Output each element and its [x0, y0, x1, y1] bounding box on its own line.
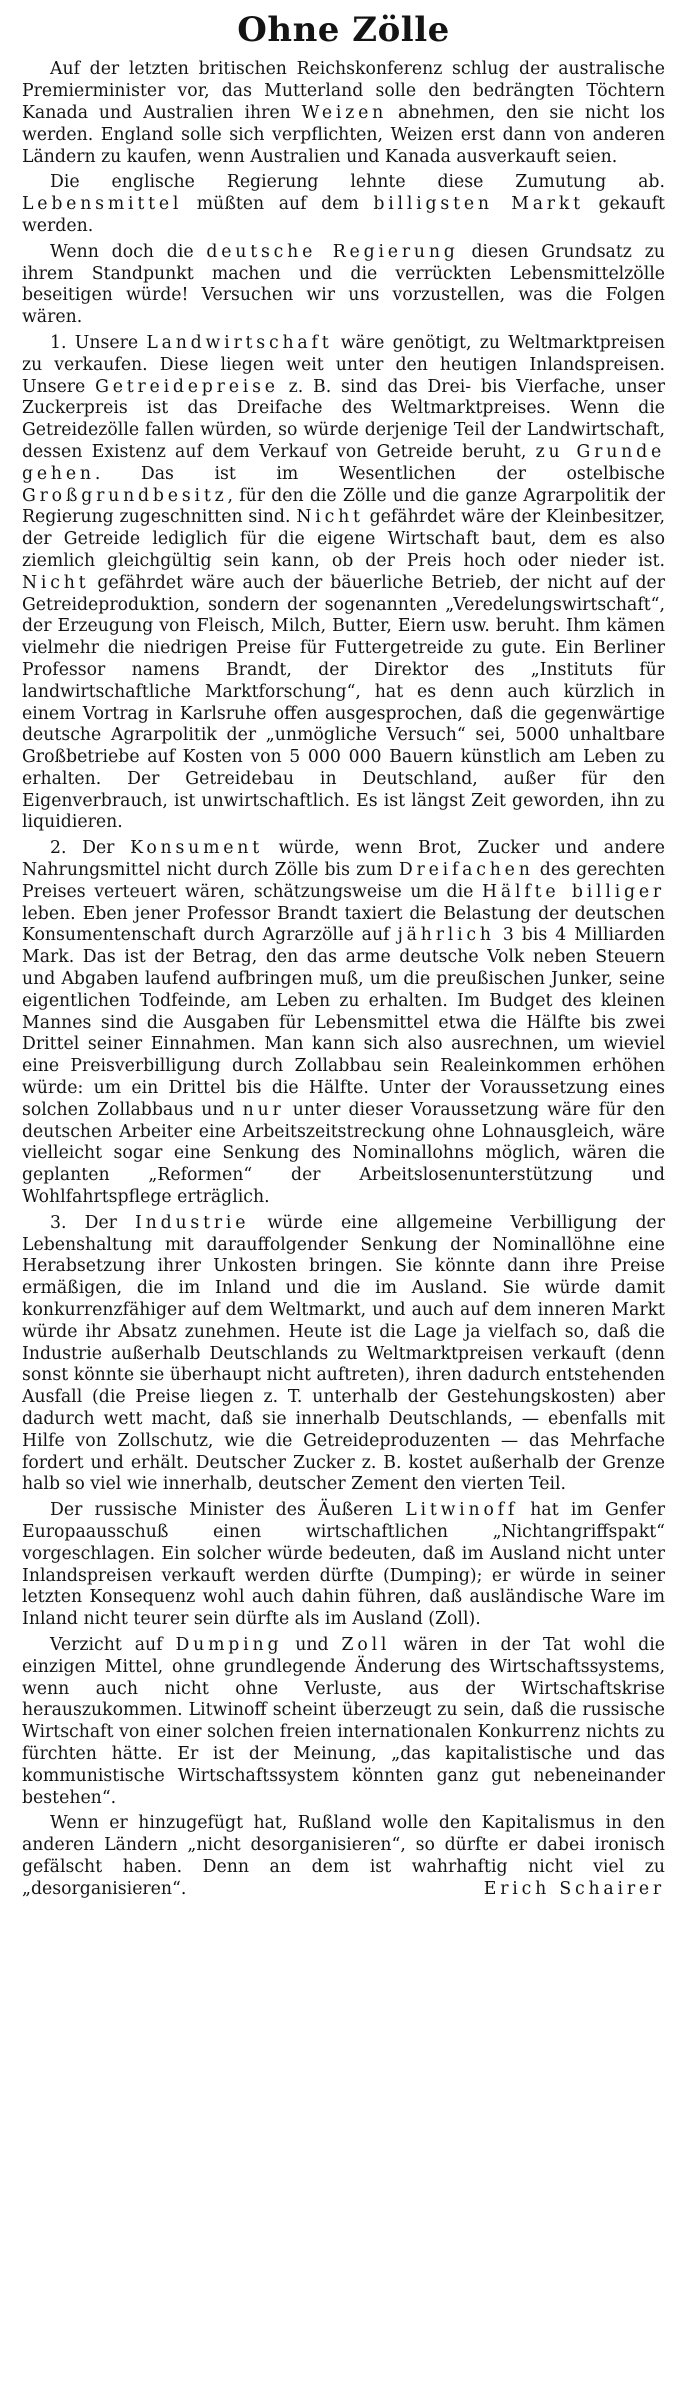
article-author: Erich Schairer	[483, 1878, 665, 1899]
paragraph-industry: 3. Der Industrie würde eine allgemeine Verbilligung der Lebenshaltung mit darauffolgender Senkung der Nominallöhne eine Herabsetzung ihrer Unkosten bringen. Sie könnte dann ihre Preise ermäßigen, die im Inland und die im Ausland. Sie würde damit konkurrenzfähiger auf dem Weltmarkt, und auch auf dem inneren Markt würde ihr Absatz zunehmen. Heute ist die Lage ja vielfach so, daß die Industrie außerhalb Deutschlands zu Weltmarktpreisen verkauft (denn sonst könnte sie überhaupt nicht auftreten), ihren dadurch entstehenden Ausfall (die Preise liegen z. T. unterhalb der Gestehungskosten) aber dadurch wett macht, daß sie innerhalb Deutschlands, — ebenfalls mit Hilfe von Zollschutz, wie die Getreideproduzenten — das Mehrfache fordert und erhält. Deutscher Zucker z. B. kostet außerhalb der Grenze halb so viel wie innerhalb, deutscher Zement den vierten Teil.	[22, 1212, 665, 1495]
paragraph-consumer: 2. Der Konsument würde, wenn Brot, Zucker und andere Nahrungsmittel nicht durch Zölle bis zum Dreifachen des gerechten Preises verteuert wären, schätzungsweise um die Hälfte billiger leben. Eben jener Professor Brandt taxiert die Belastung der deutschen Konsumentenschaft durch Agrarzölle auf jährlich 3 bis 4 Milliarden Mark. Das ist der Betrag, den das arme deutsche Volk neben Steuern und Abgaben laufend aufbringen muß, um die preußischen Junker, seine eigentlichen Todfeinde, am Leben zu erhalten. Im Budget des kleinen Mannes sind die Ausgaben für Lebensmittel etwa die Hälfte bis zwei Drittel seiner Einnahmen. Man kann sich also ausrechnen, um wieviel eine Preisverbilligung durch Zollabbau sein Realeinkommen erhöhen würde: um ein Drittel bis die Hälfte. Unter der Voraussetzung eines solchen Zollabbaus und nur unter dieser Voraussetzung wäre für den deutschen Arbeiter eine Arbeitszeitstreckung ohne Lohnausgleich, wäre vielleicht sogar eine Senkung des Nominallohns möglich, wären die geplanten „Reformen“ der Arbeitslosenunterstützung und Wohlfahrtspflege erträglich.	[22, 838, 665, 1208]
paragraph-closing: Wenn er hinzugefügt hat, Rußland wolle den Kapitalismus in den anderen Ländern „nicht desorganisieren“, so dürfte er dabei ironisch gefälscht haben. Denn an dem ist wahrhaftig nicht viel zu „desorganisieren“. Erich Schairer	[22, 1813, 665, 1899]
paragraph-intro: Auf der letzten britischen Reichskonferenz schlug der australische Premierminister vor, das Mutterland solle den bedrängten Töchtern Kanada und Australien ihren Weizen abnehmen, den sie nicht los werden. England solle sich verpflichten, Weizen erst dann von anderen Ländern zu kaufen, wenn Australien und Kanada ausverkauft seien.	[22, 59, 665, 167]
paragraph-litwinoff: Der russische Minister des Äußeren Litwinoff hat im Genfer Europaausschuß einen wirtschaftlichen „Nichtangriffspakt“ vorgeschlagen. Ein solcher würde bedeuten, daß im Ausland nicht unter Inlandspreisen verkauft werden dürfte (Dumping); er würde in seiner letzten Konsequenz wohl auch dahin führen, daß ausländische Ware im Inland nicht teurer sein dürfte als im Ausland (Zoll).	[22, 1500, 665, 1630]
paragraph-german-government: Wenn doch die deutsche Regierung diesen Grundsatz zu ihrem Standpunkt machen und die verrückten Lebensmittelzölle beseitigen würde! Versuchen wir uns vorzustellen, was die Folgen wären.	[22, 241, 665, 328]
paragraph-dumping: Verzicht auf Dumping und Zoll wären in der Tat wohl die einzigen Mittel, ohne grundlegende Änderung des Wirtschaftssystems, wenn auch nicht ohne Verluste, aus der Wirtschaftskrise herauszukommen. Litwinoff scheint überzeugt zu sein, daß die russische Wirtschaft von einer solchen freien internationalen Konkurrenz nichts zu fürchten hätte. Er ist der Meinung, „das kapitalistische und das kommunistische Wirtschaftssystem könnten ganz gut nebeneinander bestehen“.	[22, 1634, 665, 1808]
paragraph-agriculture: 1. Unsere Landwirtschaft wäre genötigt, zu Weltmarktpreisen zu verkaufen. Diese liegen weit unter den heutigen Inlandspreisen. Unsere Getreidepreise z. B. sind das Drei- bis Vierfache, unser Zuckerpreis ist das Dreifache des Weltmarktpreises. Wenn die Getreidezölle fallen würden, so würde derjenige Teil der Landwirtschaft, dessen Existenz auf dem Verkauf von Getreide beruht, zu Grunde gehen. Das ist im Wesentlichen der ostelbische Großgrundbesitz, für den die Zölle und die ganze Agrarpolitik der Regierung zugeschnitten sind. Nicht gefährdet wäre der Kleinbesitzer, der Getreide lediglich für die eigene Wirtschaft baut, dem es also ziemlich gleichgültig sein kann, ob der Preis hoch oder nieder ist. Nicht gefährdet wäre auch der bäuerliche Betrieb, der nicht auf der Getreideproduktion, sondern der sogenannten „Veredelungswirtschaft“, der Erzeugung von Fleisch, Milch, Butter, Eiern usw. beruht. Ihm kämen vielmehr die niedrigen Preise für Futtergetreide zu gute. Ein Berliner Professor namens Brandt, der Direktor des „Instituts für landwirtschaftliche Marktforschung“, hat es denn auch kürzlich in einem Vortrag in Karlsruhe offen ausgesprochen, daß die gegenwärtige deutsche Agrarpolitik der „unmögliche Versuch“ sei, 5000 unhaltbare Großbetriebe auf Kosten von 5 000 000 Bauern künstlich am Leben zu erhalten. Der Getreidebau in Deutschland, außer für den Eigenverbrauch, ist unwirtschaftlich. Es ist längst Zeit geworden, ihn zu liquidieren.	[22, 332, 665, 833]
paragraph-english-response: Die englische Regierung lehnte diese Zumutung ab. Lebensmittel müßten auf dem billigsten Markt gekauft werden.	[22, 172, 666, 236]
article-title: Ohne Zölle	[237, 10, 450, 50]
